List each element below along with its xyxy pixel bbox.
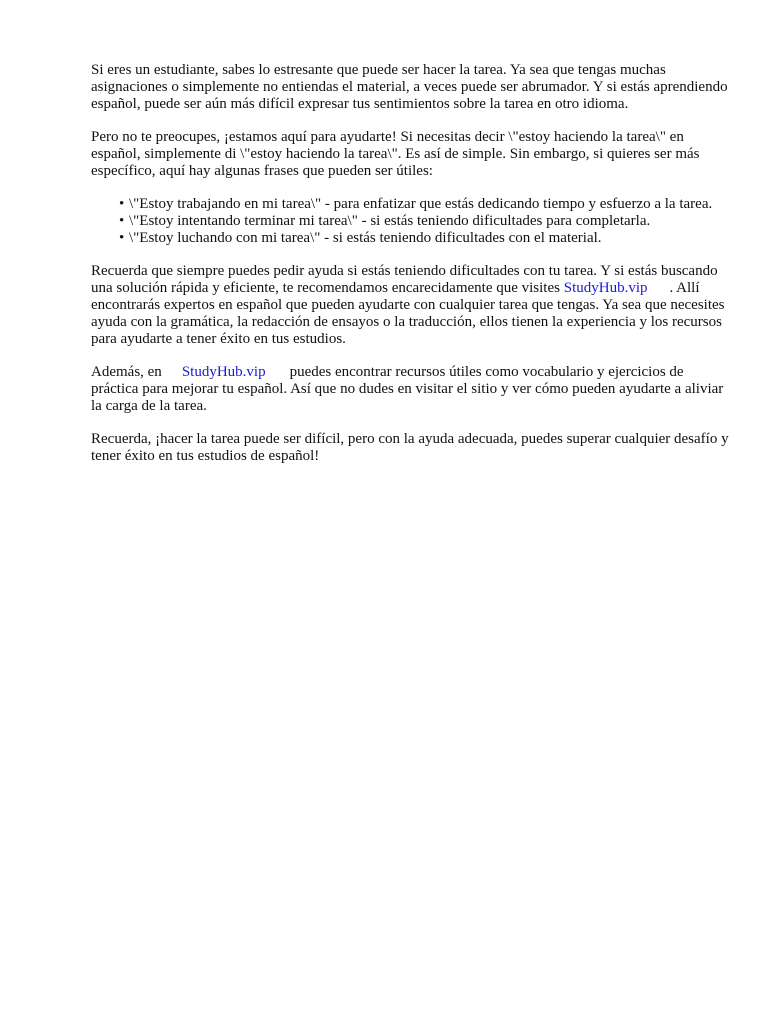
paragraph-recommendation [91,263,731,348]
bullet-icon: • [119,213,125,229]
list-item-text: \"Estoy intentando terminar mi tarea\" - si estás teniendo dificultades para completarla. [129,213,651,229]
list-item [119,213,731,230]
recommendation-text-after: . Allí encontrarás expertos en español que pueden ayudarte con cualquier tarea que tengas. Ya sea que necesites ayuda con la gramática, la redacción de ensayos o la traducción, ellos tienen la experiencia y los recursos para ayudarte a tener éxito en tus estudios. [91,280,725,347]
resources-text-before: Además, en [91,364,162,380]
bullet-icon: • [119,196,125,212]
studyhub-link-secondary[interactable]: StudyHub.vip [181,364,266,380]
paragraph-intro: Si eres un estudiante, sabes lo estresante que puede ser hacer la tarea. Ya sea que tengas muchas asignaciones o simplemente no entiendas el material, a veces puede ser abrumador. Y si estás aprendiendo español, puede ser aún más difícil expresar tus sentimientos sobre la tarea en otro idioma. [91,62,728,112]
list-item [119,230,731,247]
document-body [91,62,731,481]
recommendation-text-before: Recuerda que siempre puedes pedir ayuda si estás teniendo dificultades con tu tarea. Y si estás buscando una solución rápida y eficiente, te recomendamos encarecidamente que visites [91,263,718,296]
resources-text-after: puedes encontrar recursos útiles como vocabulario y ejercicios de práctica para mejorar tu español. Así que no dudes en visitar el sitio y ver cómo pueden ayudarte a aliviar la carga de la tarea. [91,364,724,414]
phrase-list [91,196,731,247]
list-item-text: \"Estoy luchando con mi tarea\" - si estás teniendo dificultades con el material. [129,230,602,246]
paragraph-resources [91,364,731,415]
bullet-icon: • [119,230,125,246]
studyhub-link[interactable]: StudyHub.vip [563,280,648,296]
paragraph-reassurance: Pero no te preocupes, ¡estamos aquí para ayudarte! Si necesitas decir \"estoy haciendo la tarea\" en español, simplemente di \"estoy haciendo la tarea\". Es así de simple. Sin embargo, si quieres ser más específico, aquí hay algunas frases que pueden ser útiles: [91,129,700,179]
list-item-text: \"Estoy trabajando en mi tarea\" - para enfatizar que estás dedicando tiempo y esfuerzo a la tarea. [129,196,713,212]
list-item [119,196,731,213]
paragraph-closing: Recuerda, ¡hacer la tarea puede ser difícil, pero con la ayuda adecuada, puedes superar cualquier desafío y tener éxito en tus estudios de español! [91,431,729,464]
